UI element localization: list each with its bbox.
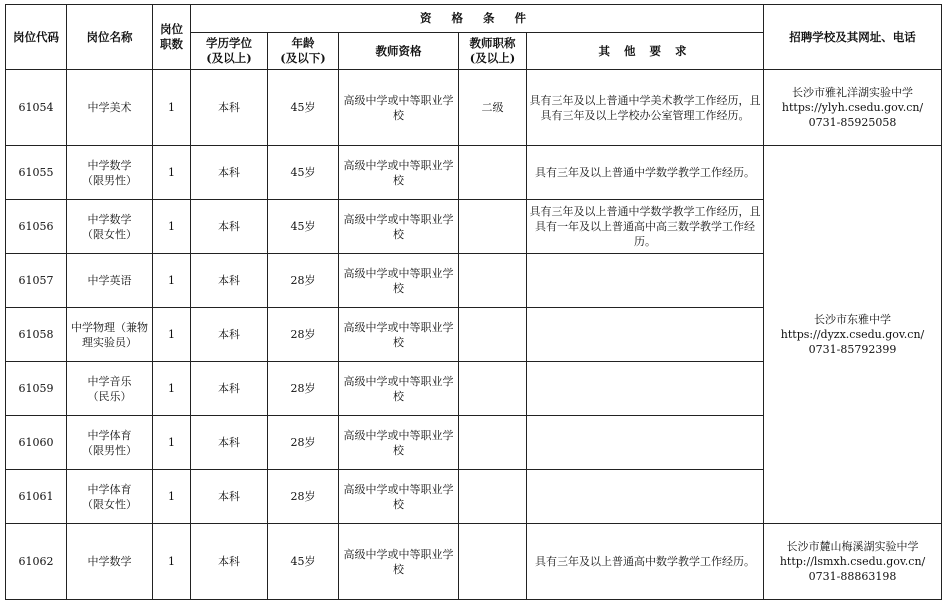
other-requirements-cell	[527, 362, 764, 416]
teacher-title-cell	[459, 470, 527, 524]
post-code-cell: 61055	[6, 146, 67, 200]
post-count-cell: 1	[153, 362, 191, 416]
other-requirements-cell	[527, 470, 764, 524]
school-info-cell: 长沙市东雅中学 https://dyzx.csedu.gov.cn/ 0731-85792399	[764, 146, 942, 524]
school-info-cell: 长沙市麓山梅溪湖实验中学 http://lsmxh.csedu.gov.cn/ 0731-88863198	[764, 524, 942, 600]
age-cell: 45岁	[268, 524, 339, 600]
header-education: 学历学位 (及以上)	[191, 33, 268, 70]
post-name-cell: 中学数学	[67, 524, 153, 600]
table-row	[6, 524, 942, 600]
teacher-title-cell	[459, 416, 527, 470]
header-teacher-title: 教师职称 (及以上)	[459, 33, 527, 70]
education-cell: 本科	[191, 200, 268, 254]
age-cell: 45岁	[268, 70, 339, 146]
recruitment-table	[5, 4, 942, 600]
school-info-cell: 长沙市雅礼洋湖实验中学 https://ylyh.csedu.gov.cn/ 0731-85925058	[764, 70, 942, 146]
age-cell: 45岁	[268, 146, 339, 200]
teacher-cert-cell: 高级中学或中等职业学校	[339, 254, 459, 308]
post-name-cell: 中学音乐 （民乐）	[67, 362, 153, 416]
post-count-cell: 1	[153, 70, 191, 146]
other-requirements-cell	[527, 254, 764, 308]
post-name-cell: 中学英语	[67, 254, 153, 308]
post-code-cell: 61054	[6, 70, 67, 146]
teacher-title-cell	[459, 308, 527, 362]
post-name-cell: 中学数学 （限男性）	[67, 146, 153, 200]
teacher-title-cell	[459, 254, 527, 308]
post-code-cell: 61062	[6, 524, 67, 600]
education-cell: 本科	[191, 70, 268, 146]
teacher-cert-cell: 高级中学或中等职业学校	[339, 146, 459, 200]
header-post-name: 岗位名称	[67, 5, 153, 70]
post-name-cell: 中学数学 （限女性）	[67, 200, 153, 254]
other-requirements-cell: 具有三年及以上普通高中数学教学工作经历。	[527, 524, 764, 600]
other-requirements-cell	[527, 416, 764, 470]
teacher-title-cell	[459, 524, 527, 600]
other-requirements-cell	[527, 308, 764, 362]
post-code-cell: 61059	[6, 362, 67, 416]
post-count-cell: 1	[153, 254, 191, 308]
table-row	[6, 146, 942, 200]
age-cell: 28岁	[268, 362, 339, 416]
post-count-cell: 1	[153, 146, 191, 200]
teacher-cert-cell: 高级中学或中等职业学校	[339, 200, 459, 254]
header-qualification-group: 资 格 条 件	[191, 5, 764, 33]
education-cell: 本科	[191, 470, 268, 524]
post-code-cell: 61060	[6, 416, 67, 470]
header-post-code: 岗位代码	[6, 5, 67, 70]
post-count-cell: 1	[153, 416, 191, 470]
other-requirements-cell: 具有三年及以上普通中学美术教学工作经历，且具有三年及以上学校办公室管理工作经历。	[527, 70, 764, 146]
header-school-info: 招聘学校及其网址、电话	[764, 5, 942, 70]
age-cell: 28岁	[268, 254, 339, 308]
post-code-cell: 61061	[6, 470, 67, 524]
education-cell: 本科	[191, 416, 268, 470]
teacher-cert-cell: 高级中学或中等职业学校	[339, 308, 459, 362]
post-count-cell: 1	[153, 308, 191, 362]
post-code-cell: 61058	[6, 308, 67, 362]
teacher-cert-cell: 高级中学或中等职业学校	[339, 70, 459, 146]
teacher-cert-cell: 高级中学或中等职业学校	[339, 470, 459, 524]
other-requirements-cell: 具有三年及以上普通中学数学教学工作经历，且具有一年及以上普通高中高三数学教学工作经历。	[527, 200, 764, 254]
teacher-title-cell: 二级	[459, 70, 527, 146]
post-name-cell: 中学美术	[67, 70, 153, 146]
teacher-cert-cell: 高级中学或中等职业学校	[339, 524, 459, 600]
teacher-title-cell	[459, 200, 527, 254]
teacher-cert-cell: 高级中学或中等职业学校	[339, 416, 459, 470]
post-name-cell: 中学物理（兼物理实验员）	[67, 308, 153, 362]
age-cell: 28岁	[268, 308, 339, 362]
post-name-cell: 中学体育 （限男性）	[67, 416, 153, 470]
age-cell: 45岁	[268, 200, 339, 254]
other-requirements-cell: 具有三年及以上普通中学数学教学工作经历。	[527, 146, 764, 200]
education-cell: 本科	[191, 308, 268, 362]
post-code-cell: 61057	[6, 254, 67, 308]
table-row	[6, 70, 942, 146]
teacher-title-cell	[459, 362, 527, 416]
teacher-cert-cell: 高级中学或中等职业学校	[339, 362, 459, 416]
header-other-requirements: 其 他 要 求	[527, 33, 764, 70]
education-cell: 本科	[191, 146, 268, 200]
education-cell: 本科	[191, 254, 268, 308]
header-age: 年龄 (及以下)	[268, 33, 339, 70]
education-cell: 本科	[191, 524, 268, 600]
post-count-cell: 1	[153, 470, 191, 524]
header-post-count: 岗位 职数	[153, 5, 191, 70]
post-count-cell: 1	[153, 524, 191, 600]
post-name-cell: 中学体育 （限女性）	[67, 470, 153, 524]
education-cell: 本科	[191, 362, 268, 416]
teacher-title-cell	[459, 146, 527, 200]
post-count-cell: 1	[153, 200, 191, 254]
age-cell: 28岁	[268, 416, 339, 470]
age-cell: 28岁	[268, 470, 339, 524]
table-body	[6, 70, 942, 600]
post-code-cell: 61056	[6, 200, 67, 254]
header-teacher-cert: 教师资格	[339, 33, 459, 70]
